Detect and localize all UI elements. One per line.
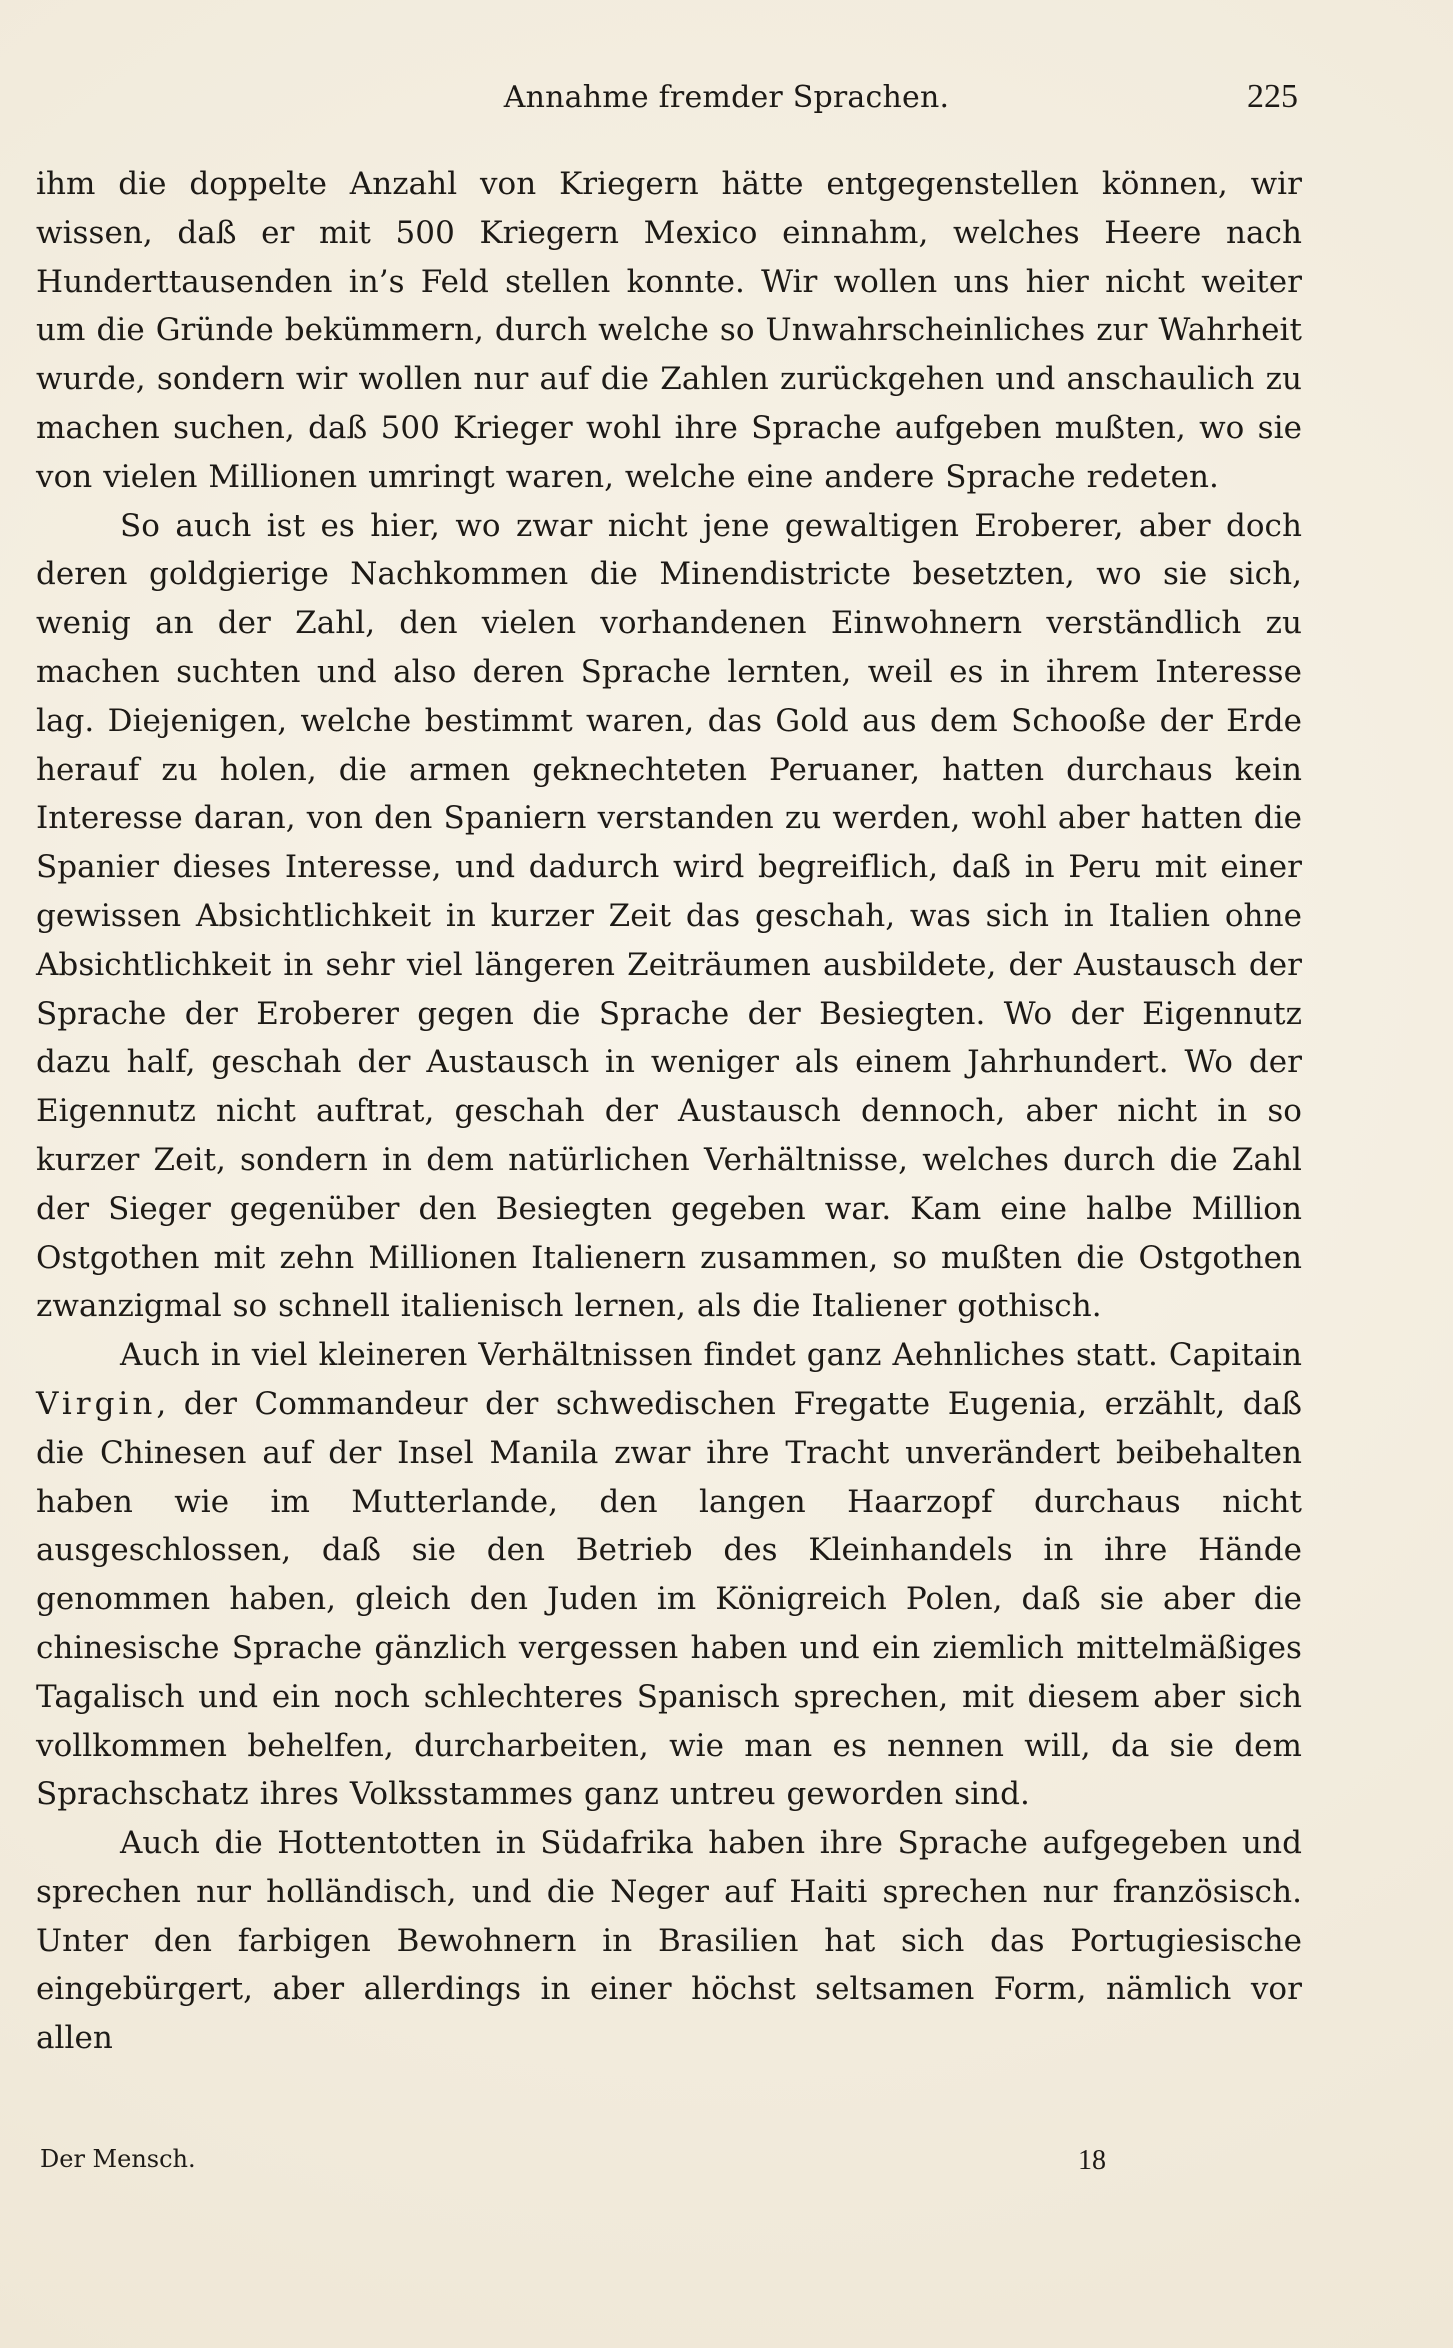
footer [0, 2145, 1453, 2185]
body-text [36, 160, 1302, 2063]
sheet-number: 18 [1078, 2145, 1106, 2176]
emphasized-name: Virgin [36, 1385, 157, 1422]
paragraph-text: Auch in viel kleineren Verhältnissen findet ganz Aehnliches statt. Capitain [120, 1337, 1302, 1374]
paragraph: Auch die Hottentotten in Südafrika haben ihre Sprache aufgegeben und sprechen nur holländisch, und die Neger auf Haiti sprechen nur französisch. Unter den farbigen Bewohnern in Brasilien hat sich das Portugiesische eingebürgert, aber allerdings in einer höchst seltsamen Form, nämlich vor allen [36, 1825, 1302, 2057]
paragraph-text: , der Commandeur der schwedischen Fregatte Eugenia, erzählt, daß die Chinesen auf der Insel Manila zwar ihre Tracht unverändert beibehalten haben wie im Mutterlande, den langen Haarzopf durchaus nicht ausgeschlossen, daß sie den Betrieb des Kleinhandels in ihre Hände genommen haben, gleich den Juden im Königreich Polen, daß sie aber die chinesische Sprache gänzlich vergessen haben und ein ziemlich mittelmäßiges Tagalisch und ein noch schlechteres Spanisch sprechen, mit diesem aber sich vollkommen behelfen, durcharbeiten, wie man es nennen will, da sie dem Sprachschatz ihres Volksstammes ganz untreu geworden sind. [36, 1385, 1302, 1813]
paragraph: ihm die doppelte Anzahl von Kriegern hätte entgegenstellen können, wir wissen, daß er mit 500 Kriegern Mexico einnahm, welches Heere nach Hunderttausenden in’s Feld stellen konnte. Wir wollen uns hier nicht weiter um die Gründe bekümmern, durch welche so Unwahrscheinliches zur Wahrheit wurde, sondern wir wollen nur auf die Zahlen zurückgehen und anschaulich zu machen suchen, daß 500 Krieger wohl ihre Sprache aufgeben mußten, wo sie von vielen Millionen umringt waren, welche eine andere Sprache redeten. [36, 166, 1302, 495]
paragraph [36, 1331, 1302, 1819]
running-title: Annahme fremder Sprachen. [503, 80, 950, 115]
page-number: 225 [1247, 78, 1298, 115]
footer-signature: Der Mensch. [40, 2145, 196, 2173]
paragraph: So auch ist es hier, wo zwar nicht jene gewaltigen Eroberer, aber doch deren goldgierige Nachkommen die Minendistricte besetzten, wo sie sich, wenig an der Zahl, den vielen vorhandenen Einwohnern verständlich zu machen suchten und also deren Sprache lernten, weil es in ihrem Interesse lag. Diejenigen, welche bestimmt waren, das Gold aus dem Schooße der Erde herauf zu holen, die armen geknechteten Peruaner, hatten durchaus kein Interesse daran, von den Spaniern verstanden zu werden, wohl aber hatten die Spanier dieses Interesse, und dadurch wird begreiflich, daß in Peru mit einer gewissen Absichtlichkeit in kurzer Zeit das geschah, was sich in Italien ohne Absichtlichkeit in sehr viel längeren Zeiträumen ausbildete, der Austausch der Sprache der Eroberer gegen die Sprache der Besiegten. Wo der Eigennutz dazu half, geschah der Austausch in weniger als einem Jahrhundert. Wo der Eigennutz nicht auftrat, geschah der Austausch dennoch, aber nicht in so kurzer Zeit, sondern in dem natürlichen Verhältnisse, welches durch die Zahl der Sieger gegenüber den Besiegten gegeben war. Kam eine halbe Million Ostgothen mit zehn Millionen Italienern zusammen, so mußten die Ostgothen zwanzigmal so schnell italienisch lernen, als die Italiener gothisch. [36, 507, 1302, 1325]
running-head [0, 78, 1453, 128]
